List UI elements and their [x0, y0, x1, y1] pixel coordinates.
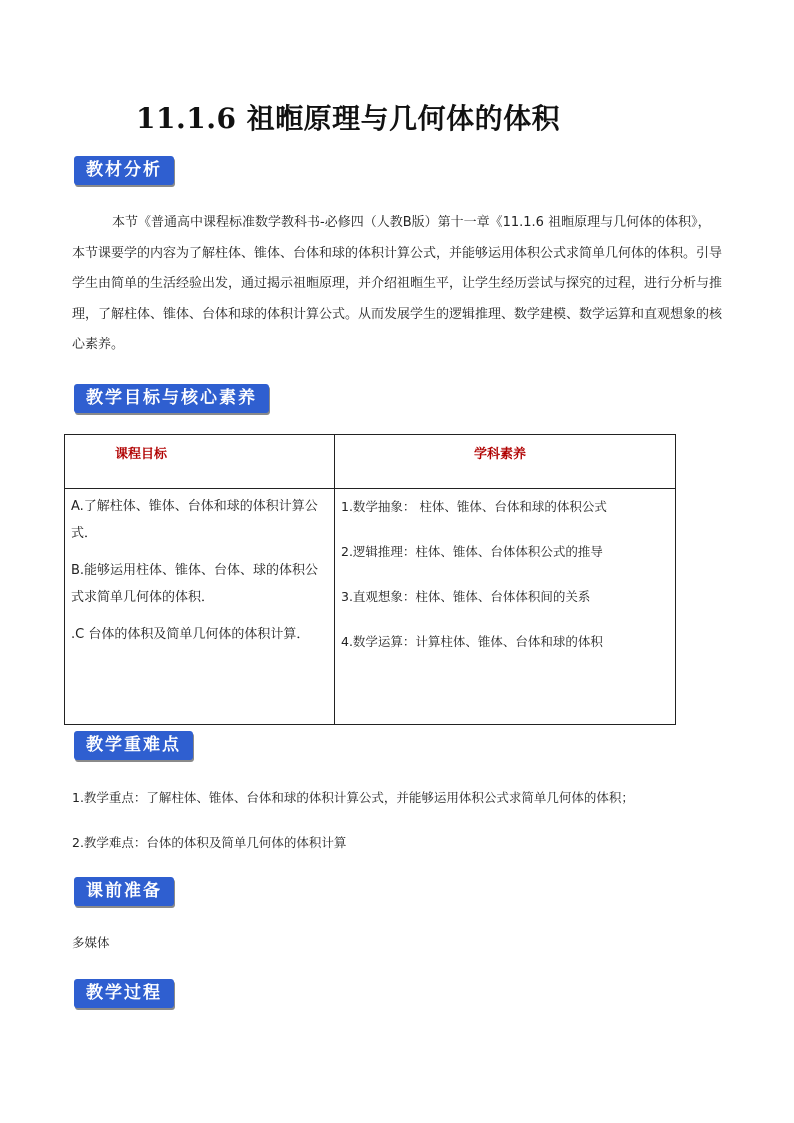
- literacy-cell: [335, 489, 676, 725]
- header-subject-literacy: 学科素养: [335, 435, 676, 489]
- literacy-item: 2.逻辑推理：柱体、锥体、台体体积公式的推导: [341, 544, 603, 559]
- goal-item: A.了解柱体、锥体、台体和球的体积计算公式．: [71, 499, 318, 541]
- literacy-item: 3.直观想象：柱体、锥体、台体体积间的关系: [341, 589, 591, 604]
- key-point-focus: 1.教学重点：了解柱体、锥体、台体和球的体积计算公式，并能够运用体积公式求简单几何体的体积；: [72, 790, 634, 805]
- analysis-text: 本节《普通高中课程标准数学教科书-必修四（人教B版）第十一章《11.1.6 祖暅原理与几何体的体积》， 本节课要学的内容为了解柱体、锥体、台体和球的体积计算公式，并能够运用体积公式求简单几何体的体积。引导学生由简单的生活经验出发，通过揭示祖暅原理，并介绍祖暅生平，让学生经历尝试与探究的过程，进行分析与推理，了解柱体、锥体、台体和球的体积计算公式。从而发展学生的逻辑推理、数学建模、数学运算和直观想象的核心素养。: [72, 215, 723, 352]
- header-course-goals: 课程目标: [65, 435, 335, 489]
- section-label-analysis: 教材分析: [74, 156, 174, 185]
- goal-item: B.能够运用柱体、锥体、台体、球的体积公式求简单几何体的体积．: [71, 563, 319, 605]
- literacy-item: 4.数学运算：计算柱体、锥体、台体和球的体积: [341, 634, 603, 649]
- section-label-preparation: 课前准备: [74, 877, 174, 906]
- goals-cell: [65, 489, 335, 725]
- table-header-row: [65, 435, 676, 489]
- table-body-row: [65, 489, 676, 725]
- key-point-difficulty: 2.教学难点：台体的体积及简单几何体的体积计算: [72, 835, 347, 850]
- goal-item: .C 台体的体积及简单几何体的体积计算．: [71, 627, 310, 642]
- objectives-table: [64, 434, 676, 725]
- section-label-key-points: 教学重难点: [74, 731, 193, 760]
- page-title: 11.1.6 祖暅原理与几何体的体积: [136, 102, 561, 135]
- analysis-paragraph: [72, 208, 724, 361]
- section-label-objectives: 教学目标与核心素养: [74, 384, 269, 413]
- literacy-item: 1.数学抽象： 柱体、锥体、台体和球的体积公式: [341, 499, 607, 514]
- section-label-process: 教学过程: [74, 979, 174, 1008]
- preparation-text: 多媒体: [72, 935, 110, 950]
